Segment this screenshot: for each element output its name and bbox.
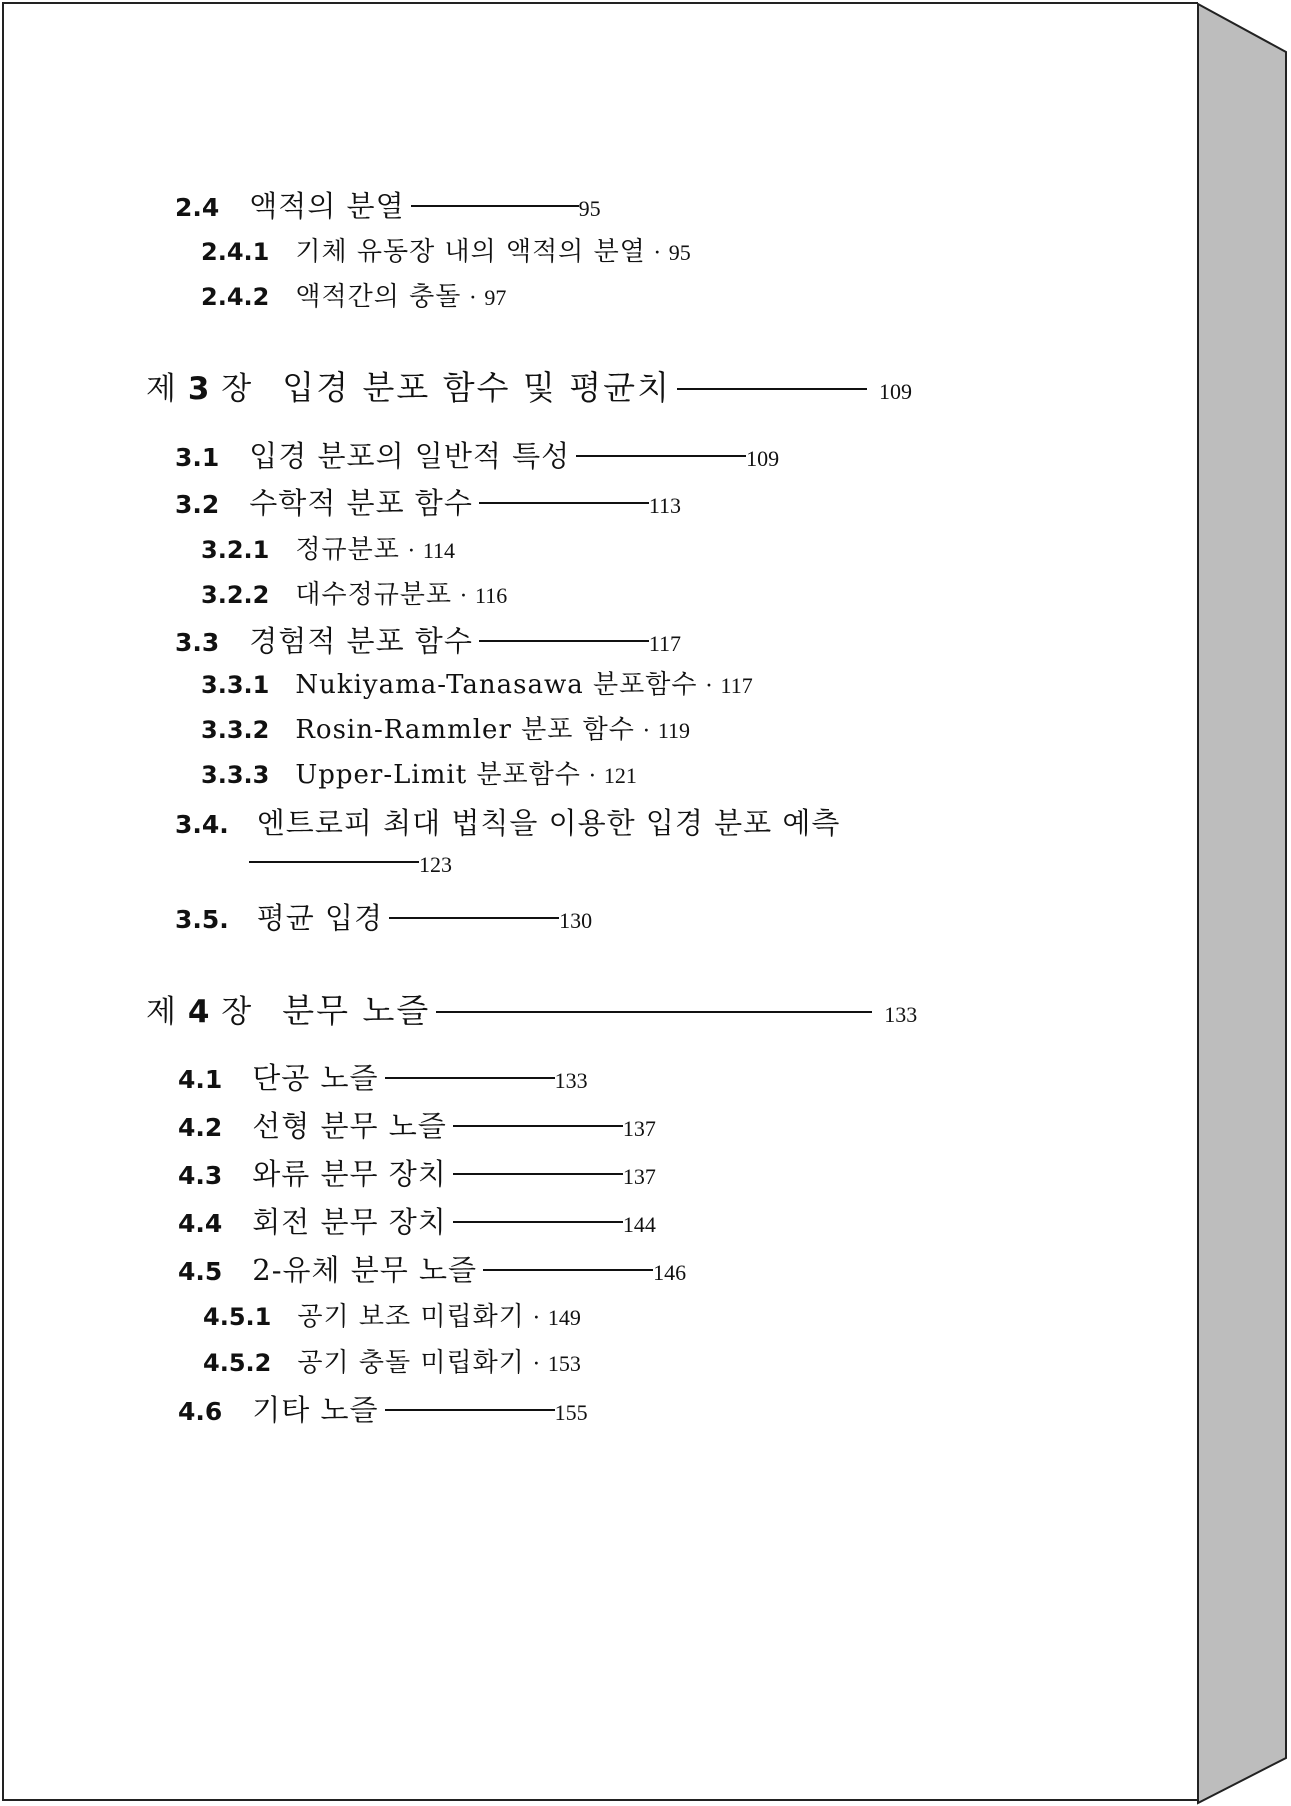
leader-line [677,388,867,390]
leader-line [479,640,649,642]
section-number: 3.2.2 [201,581,270,609]
section-title: 기타 노즐 [252,1393,379,1427]
section-number: 3.3.1 [201,671,270,699]
page-number: 117 [720,673,753,698]
toc-chapter-4[interactable] [146,985,917,1032]
separator-dot: · [532,1306,540,1331]
separator-dot: · [407,539,415,564]
page-number: 97 [484,285,507,310]
chapter-title: 입경 분포 함수 및 평균치 [282,368,671,407]
section-number: 3.5. [175,905,229,934]
toc-section-4-2[interactable] [178,1104,656,1145]
section-title: 공기 보조 미립화기 [297,1302,525,1332]
toc-section-3-4-continuation [249,852,452,878]
page-number: 116 [475,583,508,608]
separator-dot: · [705,674,713,699]
section-title: 경험적 분포 함수 [249,624,473,658]
section-number: 3.2.1 [201,536,270,564]
page-number: 137 [622,1164,656,1189]
page-number: 95 [668,240,691,265]
section-number: 4.5.1 [203,1303,272,1331]
section-number: 3.2 [175,490,220,519]
section-title: 평균 입경 [256,901,384,935]
toc-section-3-4[interactable] [175,801,840,842]
section-number: 4.5.2 [203,1349,272,1377]
section-title: 액적의 분열 [249,189,405,223]
toc-section-4-5-2[interactable] [203,1342,581,1379]
separator-dot: · [642,719,650,744]
chapter-label: 제 4 장 [146,994,253,1030]
page-number: 144 [622,1212,656,1237]
section-title: 공기 충돌 미립화기 [297,1348,525,1378]
separator-dot: · [469,286,477,311]
section-number: 4.5 [178,1257,223,1286]
section-number: 2.4.1 [201,238,270,266]
section-title: 대수정규분포 [295,580,453,610]
toc-section-3-3-3[interactable] [201,754,637,791]
leader-line [453,1125,623,1127]
toc-section-3-2-2[interactable] [201,574,507,611]
section-title: Rosin-Rammler 분포 함수 [295,715,635,745]
toc-section-3-3-1[interactable] [201,664,753,701]
toc-section-4-4[interactable] [178,1200,656,1241]
page-number: 121 [603,763,637,788]
section-title: Upper-Limit 분포함수 [295,760,581,790]
page-number: 133 [884,1002,918,1027]
section-title: Nukiyama-Tanasawa 분포함수 [295,670,698,700]
separator-dot: · [588,764,596,789]
page-number: 114 [422,538,455,563]
toc-section-3-2[interactable] [175,481,681,522]
page-number: 155 [554,1400,588,1425]
section-number: 2.4 [175,193,220,222]
section-number: 3.3 [175,628,220,657]
toc-section-2-4[interactable] [175,184,601,225]
separator-dot: · [460,584,468,609]
page-number: 137 [622,1116,656,1141]
toc-section-4-5-1[interactable] [203,1296,581,1333]
section-number: 3.4. [175,810,229,839]
leader-line [389,917,559,919]
leader-line [411,205,579,207]
section-number: 3.1 [175,443,220,472]
page-number: 123 [419,852,452,877]
section-title: 와류 분무 장치 [252,1157,447,1191]
page-number: 109 [878,379,912,404]
section-number: 4.3 [178,1161,223,1190]
toc-section-4-6[interactable] [178,1388,588,1429]
toc-section-3-5[interactable] [175,896,592,937]
section-title: 기체 유동장 내의 액적의 분열 [295,237,646,267]
section-title: 단공 노즐 [252,1061,379,1095]
section-title: 액적간의 충돌 [295,282,462,312]
section-title: 입경 분포의 일반적 특성 [249,439,571,473]
page-number: 130 [559,908,593,933]
section-number: 4.2 [178,1113,223,1142]
leader-line [385,1409,555,1411]
section-number: 4.1 [178,1065,223,1094]
section-number: 2.4.2 [201,283,270,311]
section-title: 엔트로피 최대 법칙을 이용한 입경 분포 예측 [256,806,841,840]
leader-line [479,502,649,504]
leader-line [385,1077,555,1079]
chapter-title: 분무 노즐 [282,991,431,1030]
toc-section-3-1[interactable] [175,434,779,475]
page-number: 119 [657,718,691,743]
section-title: 정규분포 [295,535,400,565]
leader-line [453,1221,623,1223]
page-number: 95 [578,196,601,221]
section-number: 4.6 [178,1397,223,1426]
page-number: 149 [547,1305,581,1330]
section-number: 3.3.2 [201,716,270,744]
page-number: 117 [648,631,682,656]
page-number: 109 [746,446,780,471]
section-title: 선형 분무 노즐 [252,1109,447,1143]
toc-chapter-3[interactable] [146,362,912,409]
leader-line [576,455,746,457]
toc-section-3-3-2[interactable] [201,709,690,746]
separator-dot: · [653,241,661,266]
toc-section-3-3[interactable] [175,619,681,660]
leader-line [453,1173,623,1175]
page-number: 113 [648,493,682,518]
section-number: 4.4 [178,1209,223,1238]
section-title: 수학적 분포 함수 [249,486,473,520]
section-title: 2-유체 분무 노즐 [252,1253,478,1287]
page-number: 146 [653,1260,687,1285]
toc-section-4-5[interactable] [178,1248,686,1289]
leader-line [249,861,419,863]
leader-line [483,1269,653,1271]
toc-section-3-2-1[interactable] [201,529,455,566]
section-number: 3.3.3 [201,761,270,789]
page-number: 133 [554,1068,588,1093]
page-number: 153 [547,1351,581,1376]
separator-dot: · [532,1352,540,1377]
chapter-label: 제 3 장 [146,371,253,407]
toc-section-4-1[interactable] [178,1056,588,1097]
section-title: 회전 분무 장치 [252,1205,447,1239]
toc-section-2-4-1[interactable] [201,231,691,268]
toc-section-2-4-2[interactable] [201,276,506,313]
leader-line [436,1011,872,1013]
toc-section-4-3[interactable] [178,1152,656,1193]
